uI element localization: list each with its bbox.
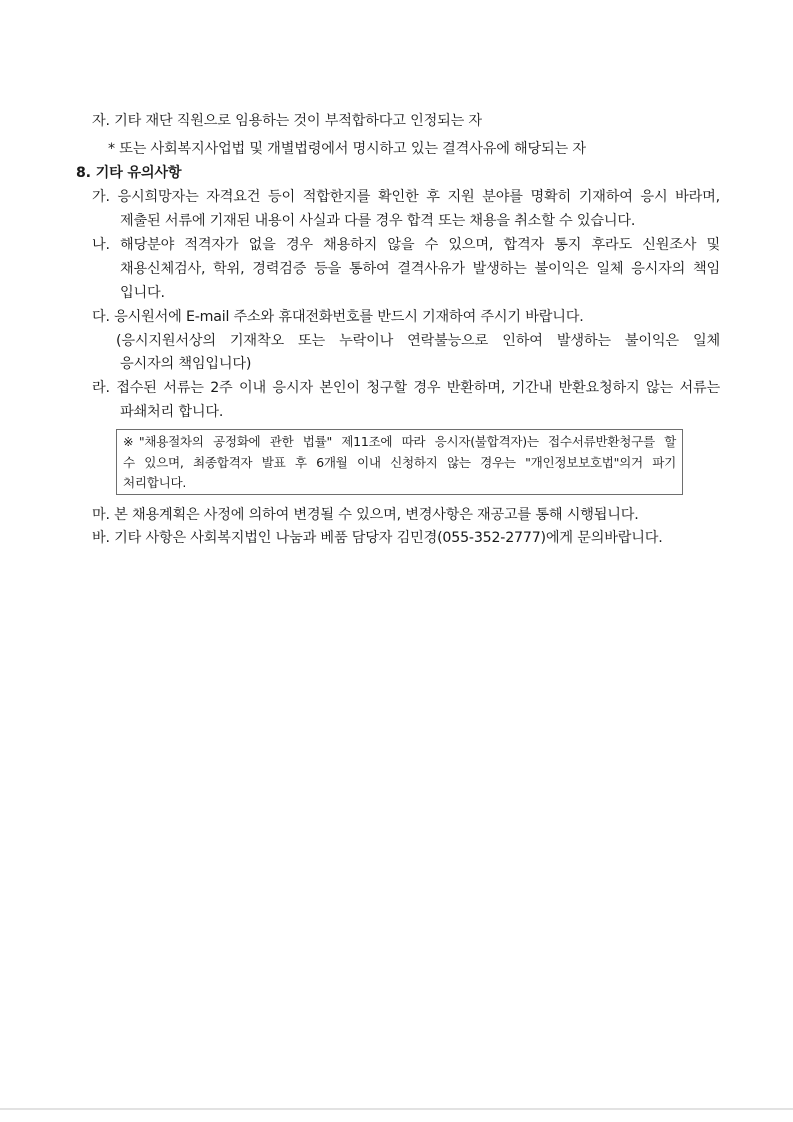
item-na-line-2: 채용신체검사, 학위, 경력검증 등을 통하여 결격사유가 발생하는 불이익은 일체 응시자의 책임 [120,261,720,277]
item-na-line-3: 입니다. [120,285,165,301]
item-da-line-3: 응시자의 책임입니다) [120,356,252,372]
item-ja-note: * 또는 사회복지사업법 및 개별법령에서 명시하고 있는 결격사유에 해당되는 자 [108,141,586,157]
item-ga-line-1: 가. 응시희망자는 자격요건 등이 적합한지를 확인한 후 지원 분야를 명확히 기재하여 응시 바라며, [92,189,720,205]
item-ra-line-1: 라. 접수된 서류는 2주 이내 응시자 본인이 청구할 경우 반환하며, 기간내 반환요청하지 않는 서류는 [92,380,720,396]
page-bottom-divider [0,1108,793,1110]
section-8-title: 8. 기타 유의사항 [76,165,182,181]
notice-line-2: 수 있으며, 최종합격자 발표 후 6개월 이내 신청하지 않는 경우는 "개인정보보호법"의거 파기 [123,455,676,470]
item-ma: 마. 본 채용계획은 사정에 의하여 변경될 수 있으며, 변경사항은 재공고를 통해 시행됩니다. [92,507,639,523]
item-ba: 바. 기타 사항은 사회복지법인 나눔과 베품 담당자 김민경(055-352-2777)에게 문의바랍니다. [92,530,663,546]
item-ra-line-2: 파쇄처리 합니다. [120,404,224,420]
item-da-line-2: (응시지원서상의 기재착오 또는 누락이나 연락불능으로 인하여 발생하는 불이익은 일체 [116,333,720,349]
item-da-line-1: 다. 응시원서에 E-mail 주소와 휴대전화번호를 반드시 기재하여 주시기 바랍니다. [92,309,584,325]
return-notice-box [116,429,683,495]
item-na-line-1: 나. 해당분야 적격자가 없을 경우 채용하지 않을 수 있으며, 합격자 통지 후라도 신원조사 및 [92,237,720,253]
item-ga-line-2: 제출된 서류에 기재된 내용이 사실과 다를 경우 합격 또는 채용을 취소할 수 있습니다. [120,213,636,229]
notice-line-3: 처리합니다. [123,475,187,490]
item-ja: 자. 기타 재단 직원으로 임용하는 것이 부적합하다고 인정되는 자 [92,113,482,129]
notice-line-1: ※"채용절차의 공정화에 관한 법률" 제11조에 따라 응시자(불합격자)는 접수서류반환청구를 할 [123,434,676,449]
